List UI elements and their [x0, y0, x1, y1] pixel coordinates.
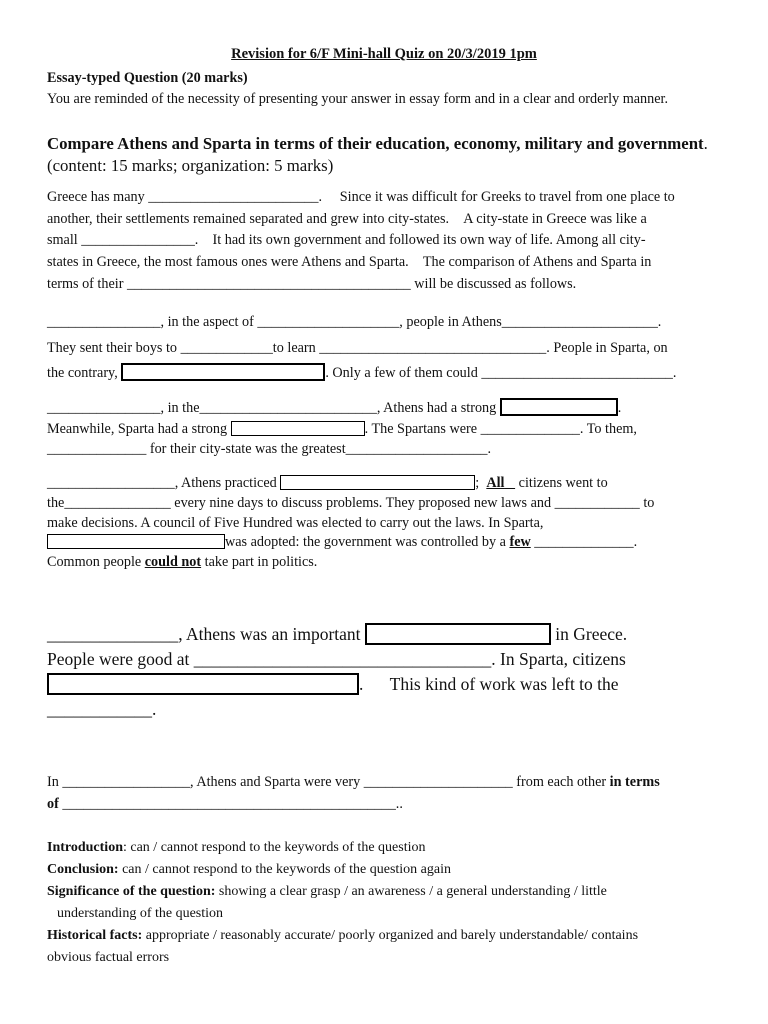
education-line: They sent their boys to _____________to learn ________________________________. People in Sparta, on: [47, 339, 668, 356]
answer-box[interactable]: [500, 398, 618, 416]
education-line: Only a few of them could ___________________________.: [332, 365, 677, 382]
rubric-item: [47, 837, 721, 859]
intro-line: terms of their ________________________________________ will be discussed as follows.: [47, 275, 577, 292]
question-marks: . (content: 15 marks; organization: 5 marks): [47, 134, 708, 175]
government-line: the_______________ every nine days to discuss problems. They proposed new laws and ____________ to: [47, 494, 655, 511]
essay-question: [47, 133, 721, 177]
rubric-text: appropriate / reasonably accurate/ poorly organized and barely understandable/ contains: [142, 928, 639, 943]
government-line: make decisions. A council of Five Hundred was elected to carry out the laws. In Sparta,: [47, 514, 544, 531]
answer-box[interactable]: [121, 363, 325, 381]
rubric-text: : can / cannot respond to the keywords of the question: [122, 840, 426, 855]
education-paragraph: ________________, in the aspect of ____________________, people in Athens______________________. They sent their boys to _____________to learn ________________________________. People in Sparta, on the contrary, . Only a few of them could ___________________________.: [47, 312, 721, 385]
rubric-item: [47, 925, 721, 947]
intro-line: A city-state in Greece was like a: [463, 210, 647, 227]
conclusion-emphasis: of: [47, 795, 59, 812]
marking-rubric: [47, 837, 721, 969]
reminder-text: You are reminded of the necessity of presenting your answer in essay form and in a clear and orderly manner.: [47, 91, 669, 107]
answer-box[interactable]: [47, 534, 225, 549]
military-line: Meanwhile, Sparta had a strong: [47, 420, 228, 437]
government-paragraph: __________________, Athens practiced ; All citizens went to the_______________ every nine days to discuss problems. They proposed new laws and ____________ to make decisions. A council of Five Hundred was elected to carry out the laws. In Sparta, was adopted: the government was controlled by a few ______________. Common people could not take part in politics.: [47, 474, 721, 573]
conclusion-paragraph: [47, 772, 721, 815]
emphasis-few: few: [509, 534, 531, 551]
military-line: The Spartans were ______________. To them,: [371, 420, 637, 437]
economy-line: _______________, Athens was an important: [47, 624, 361, 644]
government-line: was adopted: the government was controlled by a: [225, 534, 506, 551]
rubric-item: [47, 881, 721, 903]
intro-line: It had its own government and followed its own way of life. Among all city-: [212, 232, 646, 249]
economy-line: People were good at __________________________________. In Sparta, citizens: [47, 649, 626, 669]
intro-line: small ________________.: [47, 232, 199, 249]
rubric-text: understanding of the question: [57, 906, 224, 921]
intro-line: states in Greece, the most famous ones were Athens and Sparta.: [47, 254, 409, 271]
intro-line: Since it was difficult for Greeks to travel from one place to: [339, 189, 675, 205]
rubric-label: Conclusion:: [47, 862, 119, 877]
rubric-text: can / cannot respond to the keywords of the question again: [118, 862, 451, 877]
answer-box[interactable]: [280, 475, 475, 490]
question-main: Compare Athens and Sparta in terms of their education, economy, military and government: [47, 134, 704, 153]
rubric-text: obvious factual errors: [47, 950, 170, 965]
government-line: take part in politics.: [204, 554, 318, 571]
military-paragraph: ________________, in the_________________________, Athens had a strong . Meanwhile, Sparta had a strong . The Spartans were ______________. To them, ______________ for their city-state was the greatest____________________.: [47, 398, 721, 460]
answer-box[interactable]: [47, 673, 359, 695]
answer-box[interactable]: [365, 623, 551, 645]
rubric-label: Historical facts:: [47, 928, 143, 943]
military-line: ______________ for their city-state was the greatest____________________.: [47, 441, 492, 457]
intro-line: Greece has many ________________________.: [47, 189, 323, 205]
government-line: __________________, Athens practiced: [47, 475, 277, 491]
military-line: ________________, in the_________________________, Athens had a strong: [47, 400, 497, 416]
emphasis-all: All: [486, 475, 505, 491]
rubric-item: [47, 859, 721, 881]
rubric-text: showing a clear grasp / an awareness / a general understanding / little: [215, 884, 607, 899]
economy-line: ____________.: [47, 699, 157, 719]
government-line: ______________.: [534, 534, 638, 551]
section-heading: Essay-typed Question (20 marks): [47, 70, 248, 86]
conclusion-emphasis: in terms: [609, 774, 660, 790]
education-line: ________________, in the aspect of ____________________, people in Athens______________________.: [47, 314, 662, 330]
conclusion-line: In __________________, Athens and Sparta were very _____________________ from each other: [47, 774, 607, 790]
emphasis-could-not: could not: [144, 554, 202, 571]
rubric-label: Significance of the question:: [47, 884, 216, 899]
government-line: citizens went to: [518, 475, 608, 491]
intro-paragraph: [47, 187, 721, 296]
answer-box[interactable]: [231, 421, 365, 436]
rubric-label: Introduction: [47, 840, 123, 855]
intro-line: another, their settlements remained separated and grew into city-states.: [47, 210, 450, 227]
page-title: Revision for 6/F Mini-hall Quiz on 20/3/2019 1pm: [231, 46, 537, 62]
economy-line: in Greece.: [555, 624, 628, 644]
economy-line: This kind of work was left to the: [389, 674, 619, 694]
economy-paragraph: _______________, Athens was an important in Greece. People were good at __________________________________. In Sparta, citizens . This kind of work was left to the ____________.: [47, 622, 721, 722]
conclusion-line: _______________________________________________..: [62, 795, 403, 812]
education-line: the contrary,: [47, 365, 118, 382]
government-line: Common people: [47, 554, 142, 571]
intro-line: The comparison of Athens and Sparta in: [422, 254, 652, 271]
